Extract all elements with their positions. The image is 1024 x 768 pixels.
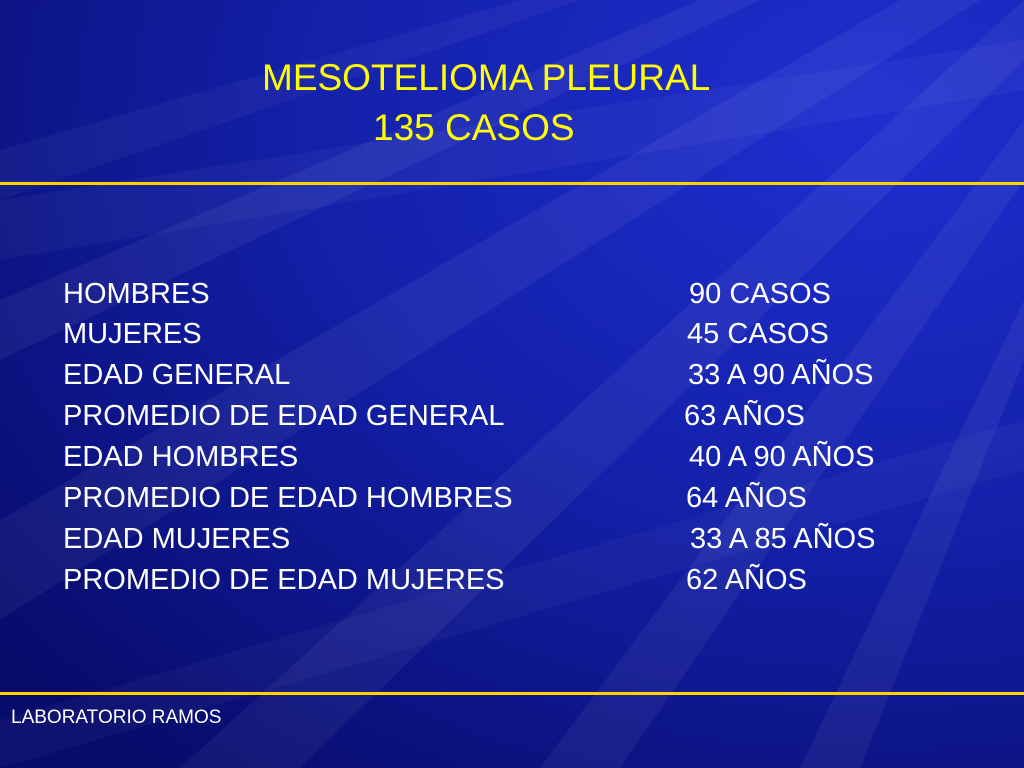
stat-value: 90 CASOS xyxy=(689,278,831,310)
stat-row xyxy=(0,396,1024,436)
stat-value: 33 A 85 AÑOS xyxy=(690,523,876,555)
stat-label: PROMEDIO DE EDAD HOMBRES xyxy=(63,482,513,514)
stat-row xyxy=(0,314,1024,354)
stat-label: HOMBRES xyxy=(63,278,210,310)
stat-label: EDAD MUJERES xyxy=(63,523,291,555)
bottom-divider xyxy=(0,692,1024,695)
stat-value: 62 AÑOS xyxy=(686,564,807,596)
stat-label: PROMEDIO DE EDAD GENERAL xyxy=(63,400,505,432)
stat-label: EDAD GENERAL xyxy=(63,359,291,391)
stat-row xyxy=(0,478,1024,518)
stat-label: PROMEDIO DE EDAD MUJERES xyxy=(63,564,505,596)
stat-value: 64 AÑOS xyxy=(686,482,807,514)
stat-label: MUJERES xyxy=(63,318,202,350)
stat-row xyxy=(0,560,1024,600)
slide-subtitle: 135 CASOS xyxy=(373,107,575,148)
stat-row xyxy=(0,437,1024,477)
stat-label: EDAD HOMBRES xyxy=(63,441,299,473)
stat-row xyxy=(0,355,1024,395)
footer-label: LABORATORIO RAMOS xyxy=(11,707,222,728)
slide-title: MESOTELIOMA PLEURAL xyxy=(262,57,711,98)
stat-value: 33 A 90 AÑOS xyxy=(688,359,874,391)
stat-value: 63 AÑOS xyxy=(684,400,805,432)
stat-row xyxy=(0,519,1024,559)
stat-row xyxy=(0,274,1024,314)
stat-value: 45 CASOS xyxy=(687,318,829,350)
stat-value: 40 A 90 AÑOS xyxy=(689,441,875,473)
